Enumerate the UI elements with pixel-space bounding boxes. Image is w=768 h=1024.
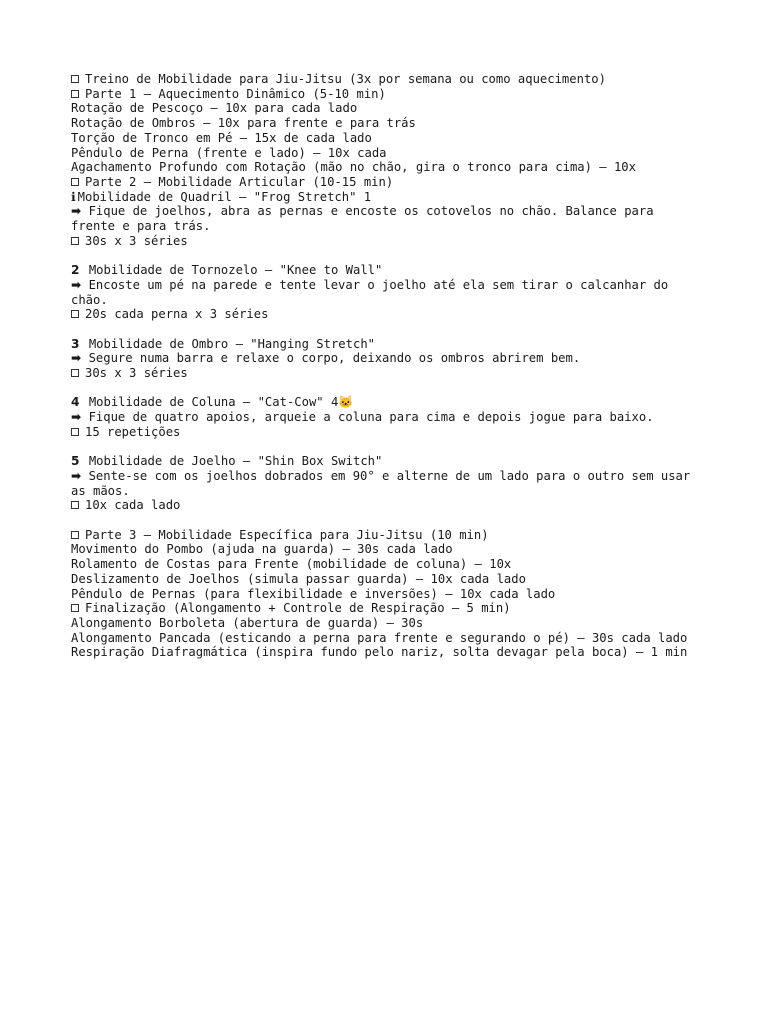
exercise-reps: 30s x 3 séries [85, 366, 188, 381]
part3-item: Pêndulo de Pernas (para flexibilidade e inversões) – 10x cada lado [71, 586, 556, 601]
box-bullet-icon [71, 501, 79, 509]
part3-heading: Parte 3 – Mobilidade Específica para Jiu-Jitsu (10 min) [85, 527, 489, 542]
blank-line [71, 440, 701, 455]
part2-heading-line [71, 175, 701, 190]
part1-heading: Parte 1 – Aquecimento Dinâmico (5-10 min) [85, 86, 386, 101]
document-title-line [71, 72, 701, 87]
exercise-reps: 10x cada lado [85, 498, 181, 513]
blank-line [71, 381, 701, 396]
exercise-title-line [71, 190, 701, 205]
exercise-instruction: Encoste um pé na parede e tente levar o joelho até ela sem tirar o calcanhar do chão. [71, 277, 676, 307]
exercise-reps-line [71, 498, 701, 513]
box-bullet-icon [71, 90, 79, 98]
exercise-title-line [71, 337, 701, 352]
exercise-title: Mobilidade de Quadril – "Frog Stretch" 1 [77, 189, 372, 204]
part1-item: Rotação de Pescoço – 10x para cada lado [71, 101, 358, 116]
part3-item: Movimento do Pombo (ajuda na guarda) – 30s cada lado [71, 542, 453, 557]
exercise-reps-line [71, 425, 701, 440]
document-title: Treino de Mobilidade para Jiu-Jitsu (3x por semana ou como aquecimento) [85, 72, 606, 86]
part3-item: Deslizamento de Joelhos (simula passar guarda) – 10x cada lado [71, 571, 526, 586]
box-bullet-icon [71, 428, 79, 436]
exercise-title: Mobilidade de Joelho – "Shin Box Switch" [88, 454, 383, 469]
finalizacao-item: Alongamento Borboleta (abertura de guarda) – 30s [71, 615, 424, 630]
exercise-reps-line [71, 307, 701, 322]
exercise-reps: 15 repetições [85, 424, 181, 439]
box-bullet-icon [71, 237, 79, 245]
exercise-reps-line [71, 234, 701, 249]
box-bullet-icon [71, 604, 79, 612]
exercise-reps-line [71, 366, 701, 381]
exercise-reps: 30s x 3 séries [85, 233, 188, 248]
exercise-title-line [71, 454, 701, 469]
exercise-instruction-line [71, 469, 701, 498]
finalizacao-item: Alongamento Pancada (esticando a perna para frente e segurando o pé) – 30s cada lado [71, 630, 688, 645]
right-arrow-icon: ➡ [71, 204, 82, 219]
part1-heading-line [71, 87, 701, 102]
part3-heading-line [71, 528, 701, 543]
exercise-instruction-line [71, 410, 701, 425]
exercise-instruction-line [71, 351, 701, 366]
right-arrow-icon: ➡ [71, 410, 82, 425]
part1-item: Rotação de Ombros – 10x para frente e para trás [71, 116, 416, 131]
exercise-title: Mobilidade de Coluna – "Cat-Cow" 4🐱 [88, 395, 354, 410]
right-arrow-icon: ➡ [71, 277, 82, 292]
exercise-instruction: Fique de joelhos, abra as pernas e encoste os cotovelos no chão. Balance para frente e para trás. [71, 204, 661, 234]
right-arrow-icon: ➡ [71, 351, 82, 366]
info-icon: ℹ [71, 189, 76, 204]
finalizacao-item: Respiração Diafragmática (inspira fundo pelo nariz, solta devagar pela boca) – 1 min [71, 645, 688, 660]
part1-item: Agachamento Profundo com Rotação (mão no chão, gira o tronco para cima) – 10x [71, 160, 636, 175]
blank-line [71, 513, 701, 528]
right-arrow-icon: ➡ [71, 468, 82, 483]
box-bullet-icon [71, 75, 79, 83]
finalizacao-heading: Finalização (Alongamento + Controle de Respiração – 5 min) [85, 601, 511, 616]
box-bullet-icon [71, 178, 79, 186]
exercise-title: Mobilidade de Ombro – "Hanging Stretch" [88, 336, 375, 351]
part3-item: Rolamento de Costas para Frente (mobilidade de coluna) – 10x [71, 557, 512, 572]
exercise-reps: 20s cada perna x 3 séries [85, 307, 269, 322]
box-bullet-icon [71, 310, 79, 318]
document-page [71, 72, 701, 660]
exercise-instruction: Segure numa barra e relaxe o corpo, deixando os ombros abrirem bem. [88, 351, 581, 366]
blank-line [71, 322, 701, 337]
box-bullet-icon [71, 369, 79, 377]
box-bullet-icon [71, 531, 79, 539]
part2-heading: Parte 2 – Mobilidade Articular (10-15 min) [85, 174, 394, 189]
part1-item: Torção de Tronco em Pé – 15x de cada lado [71, 130, 372, 145]
exercise-number: 3 [71, 336, 80, 351]
finalizacao-heading-line [71, 601, 701, 616]
exercise-instruction: Fique de quatro apoios, arqueie a coluna para cima e depois jogue para baixo. [88, 410, 654, 425]
exercise-title-line [71, 263, 701, 278]
exercise-instruction: Sente-se com os joelhos dobrados em 90° e alterne de um lado para o outro sem usar as mãos. [71, 468, 698, 498]
exercise-instruction-line [71, 278, 701, 307]
part1-item: Pêndulo de Perna (frente e lado) – 10x cada [71, 145, 387, 160]
blank-line [71, 248, 701, 263]
exercise-number: 5 [71, 454, 80, 469]
exercise-number: 4 [71, 395, 80, 410]
exercise-instruction-line [71, 204, 701, 233]
exercise-title-line [71, 395, 701, 410]
exercise-title: Mobilidade de Tornozelo – "Knee to Wall" [88, 263, 383, 278]
exercise-number: 2 [71, 263, 80, 278]
